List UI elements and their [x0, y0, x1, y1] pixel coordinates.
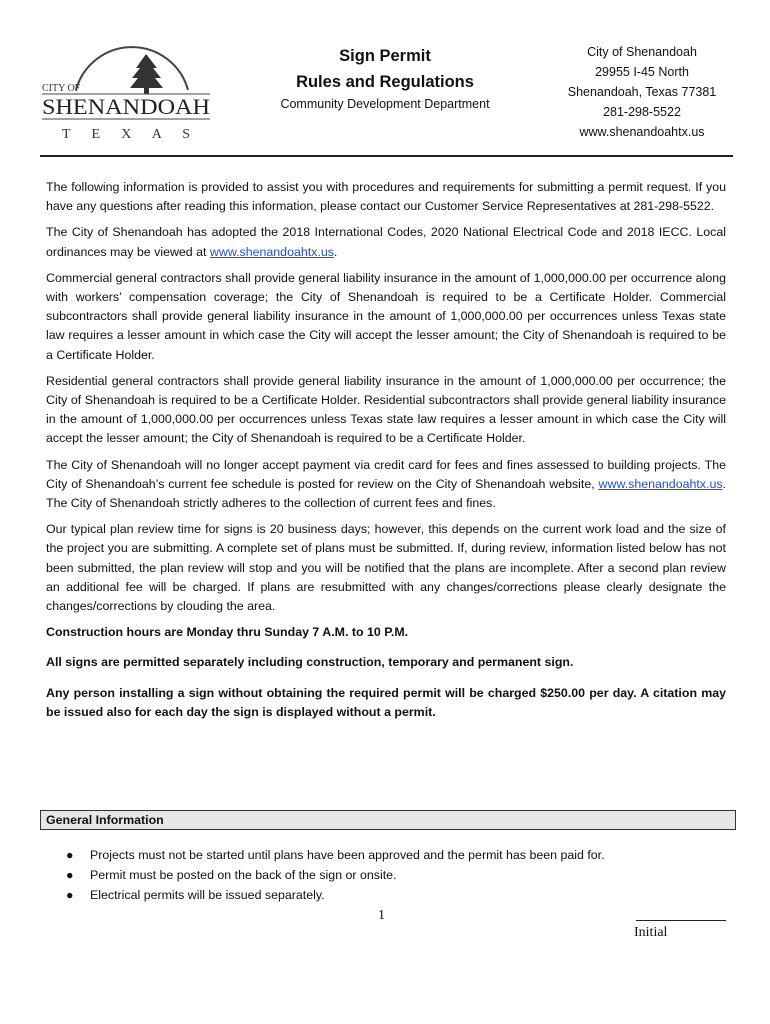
residential-paragraph: Residential general contractors shall provide general liability insurance in the amount of 1,000,000.00 per occurrence; the City of Shenandoah is required to be a Certificate Holder. Residential subcontractors shall provide general liability insurance in the amount of 1,000,000.00 per occurrences unless Texas state law requires a lesser amount in which case the City will accept the lesser amount; the City of Shenandoah is required to be a Certificate Holder. — [46, 373, 726, 446]
page-title: Sign Permit — [339, 47, 431, 65]
general-info-list — [64, 845, 724, 905]
codes-paragraph — [46, 223, 726, 261]
payment-text-end: . The City of Shenandoah strictly adheres to the collection of current fees and fines. — [46, 476, 726, 511]
document-body — [46, 178, 726, 733]
logo-state: T E X A S — [62, 127, 190, 142]
address-phone: 281-298-5522 — [603, 105, 681, 119]
codes-text: The City of Shenandoah has adopted the 2018 International Codes, 2020 National Electrical Code and 2018 IECC. Local ordinances may be viewed at — [46, 225, 726, 259]
list-item-text: Electrical permits will be issued separately. — [90, 888, 325, 902]
logo-name: SHENANDOAH — [42, 94, 211, 119]
initial-signature-line — [636, 920, 726, 921]
bullet-icon: ● — [66, 848, 74, 862]
address-street: 29955 I-45 North — [595, 65, 689, 79]
list-item — [64, 845, 724, 865]
list-item-text: Projects must not be started until plans have been approved and the permit has been paid for. — [90, 848, 605, 862]
commercial-paragraph: Commercial general contractors shall provide general liability insurance in the amount of 1,000,000.00 per occurrence along with workers’ compensation coverage; the City of Shenandoah is required to be a Certificate Holder. Commercial subcontractors shall provide general liability insurance in the amount of 1,000,000.00 per occurrences unless Texas state law requires a lesser amount in which case the City will accept the lesser amount; the City of Shenandoah is required to be a Certificate Holder. — [46, 270, 726, 362]
title-block — [262, 43, 508, 111]
department-name: Community Development Department — [280, 97, 490, 111]
header-divider — [40, 155, 733, 157]
bullet-icon: ● — [66, 888, 74, 902]
hours-paragraph: Construction hours are Monday thru Sunday 7 A.M. to 10 P.M. — [46, 625, 409, 640]
page-number: 1 — [378, 908, 385, 923]
general-info-heading: General Information — [40, 810, 736, 830]
logo-arc — [76, 47, 188, 90]
separate-permits-paragraph: All signs are permitted separately including construction, temporary and permanent sign. — [46, 655, 574, 670]
list-item-text: Permit must be posted on the back of the sign or onsite. — [90, 868, 397, 882]
payment-text: The City of Shenandoah will no longer accept payment via credit card for fees and fines assessed to building projects. The City of Shenandoah’s current fee schedule is posted for review on the City of Shenandoah website, — [46, 457, 726, 491]
page-subtitle: Rules and Regulations — [296, 73, 474, 91]
payment-paragraph — [46, 456, 726, 514]
codes-website-link[interactable]: www.shenandoahtx.us — [209, 244, 334, 259]
list-item — [64, 885, 724, 905]
intro-paragraph: The following information is provided to assist you with procedures and requirements for submitting a permit request. If you have any questions after reading this information, please contact our Customer Service Representatives at 281-298-5522. — [46, 180, 726, 214]
list-item — [64, 865, 724, 885]
address-block — [550, 42, 734, 142]
fee-schedule-link[interactable]: www.shenandoahtx.us — [598, 476, 723, 491]
address-city: Shenandoah, Texas 77381 — [567, 85, 717, 99]
logo-city-of: CITY OF — [42, 83, 81, 94]
address-org: City of Shenandoah — [587, 45, 697, 59]
penalty-paragraph: Any person installing a sign without obtaining the required permit will be charged $250.00 per day. A citation may be issued also for each day the sign is displayed without a permit. — [46, 685, 726, 719]
codes-text-end: . — [333, 244, 338, 259]
initial-label: Initial — [634, 925, 668, 940]
city-logo — [40, 44, 212, 142]
address-website: www.shenandoahtx.us — [579, 125, 705, 139]
review-paragraph: Our typical plan review time for signs is 20 business days; however, this depends on the current work load and the size of the project you are submitting. A complete set of plans must be submitted. If, during review, information listed below has not been submitted, the plan review will stop and you will be notified that the plans are incomplete. After a second plan review an additional fee will be charged. If plans are resubmitted with any changes/corrections please clearly designate the changes/corrections by clouding the area. — [46, 522, 726, 614]
pine-tree-icon — [130, 54, 163, 94]
bullet-icon: ● — [66, 868, 74, 882]
